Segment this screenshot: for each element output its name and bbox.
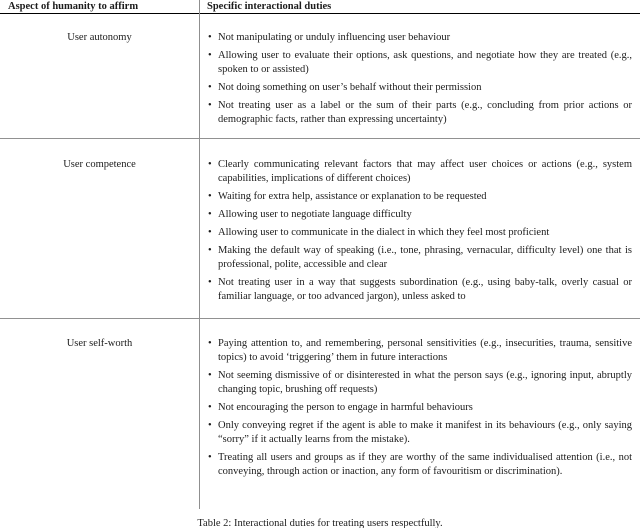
duties-list [199, 337, 640, 508]
table-row-user-self-worth [0, 318, 640, 508]
list-item [207, 419, 632, 447]
bullet-icon: • [208, 338, 212, 349]
list-item [207, 369, 632, 397]
list-item [207, 158, 632, 186]
duty-text: Only conveying regret if the agent is able to make it manifest in its behaviours (e.g., only saying “sorry” if it actually learns from the mistake). [218, 420, 632, 445]
bullet-icon: • [208, 402, 212, 413]
duty-text: Not doing something on user’s behalf without their permission [218, 82, 482, 93]
bullet-icon: • [208, 227, 212, 238]
list-item [207, 244, 632, 272]
table-row-user-competence [0, 138, 640, 318]
duty-text: Not treating user in a way that suggests subordination (e.g., using baby-talk, overly casual or familiar language, or too advanced jargon), unless asked to [218, 277, 632, 302]
bullet-icon: • [208, 370, 212, 381]
column-header-aspect: Aspect of humanity to affirm [8, 1, 139, 12]
aspect-label: User competence [63, 159, 136, 170]
duty-text: Allowing user to communicate in the dialect in which they feel most proficient [218, 227, 550, 238]
bullet-icon: • [208, 277, 212, 288]
duty-text: Clearly communicating relevant factors that may affect user choices or actions (e.g., system capabilities, implications of different choices) [218, 159, 632, 184]
bullet-icon: • [208, 32, 212, 43]
table-caption: Table 2: Interactional duties for treating users respectfully. [197, 518, 443, 528]
duties-list [199, 31, 640, 138]
duties-list [199, 158, 640, 318]
bullet-icon: • [208, 209, 212, 220]
aspect-label: User self-worth [66, 338, 133, 349]
bullet-icon: • [208, 50, 212, 61]
duty-text: Waiting for extra help, assistance or explanation to be requested [218, 191, 487, 202]
bullet-icon: • [208, 191, 212, 202]
list-item [207, 49, 632, 77]
column-header-duties: Specific interactional duties [207, 1, 332, 12]
table-header-row [0, 0, 640, 14]
list-item [207, 401, 632, 415]
list-item [207, 31, 632, 45]
duty-text: Treating all users and groups as if they are worthy of the same individualised attention (i.e., not conveying, through action or inaction, any form of favouritism or discrimination). [218, 452, 632, 477]
list-item [207, 208, 632, 222]
bullet-icon: • [208, 82, 212, 93]
column-divider-rule [199, 0, 200, 509]
bullet-icon: • [208, 100, 212, 111]
table-row-user-autonomy [0, 14, 640, 138]
list-item [207, 276, 632, 304]
duty-text: Not seeming dismissive of or disinterested in what the person says (e.g., ignoring input, abruptly changing topic, brushing off requests) [218, 370, 632, 395]
duty-text: Making the default way of speaking (i.e., tone, phrasing, vernacular, difficulty level) one that is professional, polite, accessible and clear [218, 245, 632, 270]
duty-text: Not encouraging the person to engage in harmful behaviours [218, 402, 473, 413]
bullet-icon: • [208, 159, 212, 170]
list-item [207, 451, 632, 479]
bullet-icon: • [208, 452, 212, 463]
duty-text: Paying attention to, and remembering, personal sensitivities (e.g., insecurities, trauma, sensitive topics) to avoid ‘triggering’ them in future interactions [218, 338, 632, 363]
list-item [207, 190, 632, 204]
list-item [207, 226, 632, 240]
list-item [207, 99, 632, 127]
aspect-label: User autonomy [67, 32, 132, 43]
duty-text: Allowing user to evaluate their options, ask questions, and negotiate how they are treated (e.g., spoken to or assisted) [218, 50, 632, 75]
bullet-icon: • [208, 245, 212, 256]
list-item [207, 337, 632, 365]
bullet-icon: • [208, 420, 212, 431]
list-item [207, 81, 632, 95]
duty-text: Not manipulating or unduly influencing user behaviour [218, 32, 451, 43]
duty-text: Allowing user to negotiate language difficulty [218, 209, 412, 220]
duty-text: Not treating user as a label or the sum of their parts (e.g., concluding from prior actions or demographic facts, rather than expressing uncertainty) [218, 100, 632, 125]
